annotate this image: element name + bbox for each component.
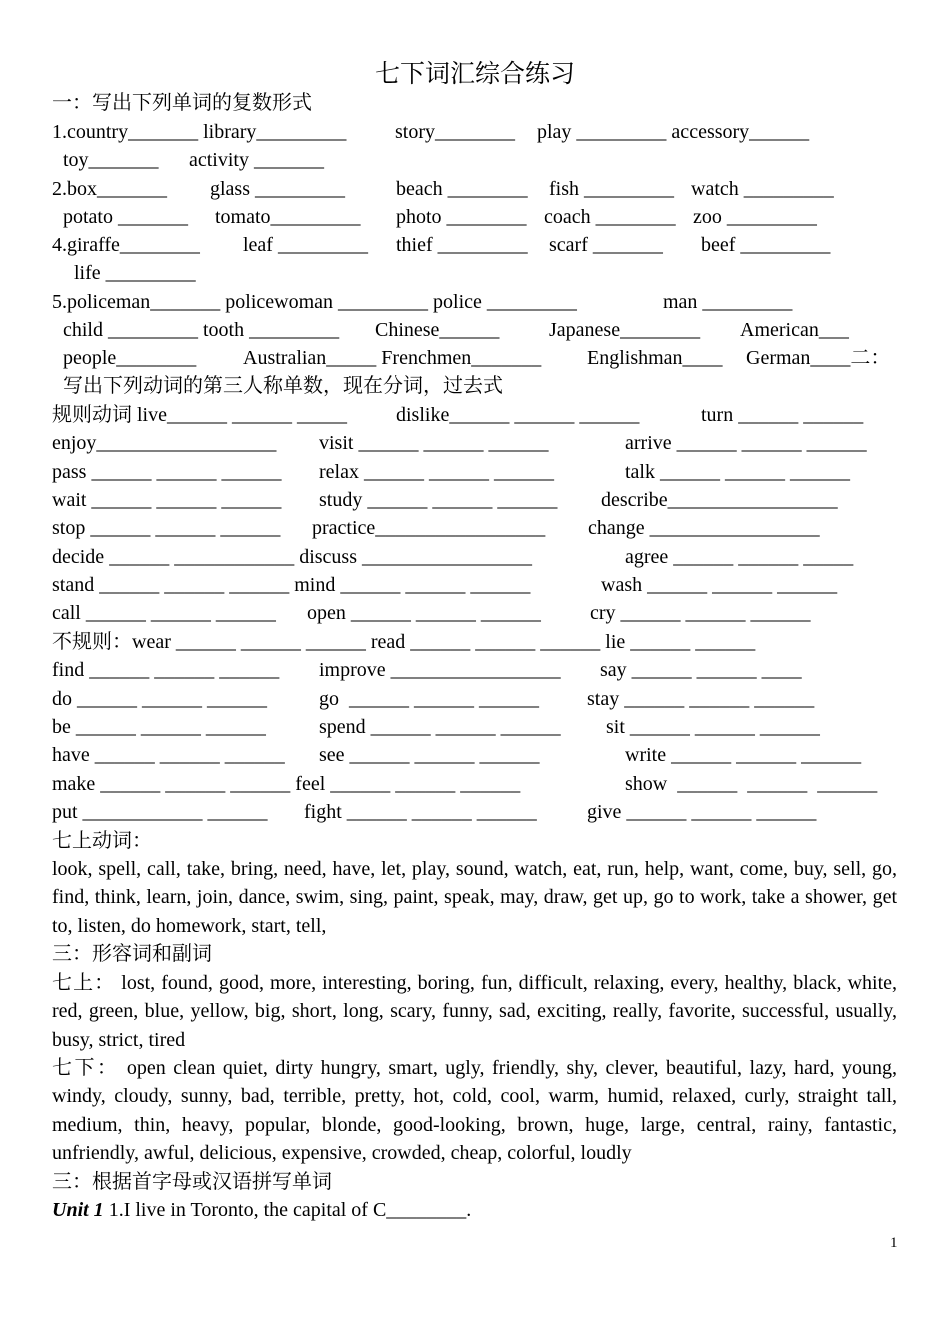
exercise-item: visit ______ ______ ______	[319, 432, 549, 454]
adjectives-7a-label: 七上：	[52, 972, 116, 994]
verbs7a-heading-line	[0, 827, 950, 855]
exercise-item: put ____________ ______	[52, 801, 268, 823]
page-title: 七下词汇综合练习	[374, 61, 575, 88]
unit1-question-line	[0, 1196, 950, 1224]
exercise-item: Japanese________	[549, 319, 701, 341]
exercise-item: potato _______	[63, 206, 188, 228]
exercise-item: 4.giraffe________	[52, 234, 200, 256]
exercise-item: have ______ ______ ______	[52, 744, 285, 766]
exercise-item: sit ______ ______ ______	[606, 716, 820, 738]
exercise-item: glass _________	[210, 178, 345, 200]
plural-line-4	[0, 203, 950, 231]
verb-line-15	[0, 798, 950, 826]
exercise-item: 2.box_______	[52, 178, 167, 200]
exercise-item: stop ______ ______ ______	[52, 517, 281, 539]
unit1-question	[52, 1196, 471, 1224]
exercise-item: decide ______ ____________ discuss _________________	[52, 546, 532, 568]
exercise-item: fish _________	[549, 178, 674, 200]
exercise-item: people________	[63, 347, 197, 369]
exercise-item: make ______ ______ ______ feel ______ ______ ______	[52, 773, 521, 795]
plural-line-2	[0, 146, 950, 174]
verbs7a-text: look, spell, call, take, bring, need, have, let, play, sound, watch, eat, run, help, want, come, buy, sell, go, find, think, learn, join, dance, swim, sing, paint, speak, may, draw, get up, go to work, take a shower, get to, listen, do homework, start, tell,	[52, 858, 897, 937]
exercise-item: man _________	[663, 291, 793, 313]
exercise-item: coach ________	[544, 206, 676, 228]
verb-line-9	[0, 628, 950, 656]
exercise-item: study ______ ______ ______	[319, 489, 558, 511]
section1-heading-line	[0, 89, 950, 117]
adjectives-7b-label: 七下：	[52, 1057, 120, 1079]
section3-heading: 三：形容词和副词	[52, 943, 212, 965]
exercise-item: give ______ ______ ______	[587, 801, 817, 823]
exercise-item: find ______ ______ ______	[52, 659, 280, 681]
exercise-item: improve _________________	[319, 659, 561, 681]
exercise-item: see ______ ______ ______	[319, 744, 540, 766]
exercise-item: Chinese______	[375, 319, 500, 341]
verb-line-4	[0, 486, 950, 514]
exercise-item: leaf _________	[243, 234, 368, 256]
exercise-item: 规则动词 live______ ______ _____	[52, 404, 347, 426]
plural-line-5	[0, 231, 950, 259]
exercise-item: call ______ ______ ______	[52, 602, 276, 624]
exercise-item: show ______ ______ ______	[625, 773, 878, 795]
exercise-item: turn ______ ______	[701, 404, 864, 426]
verbs7a-list	[52, 855, 897, 940]
exercise-item: scarf _______	[549, 234, 663, 256]
exercise-item: write ______ ______ ______	[625, 744, 862, 766]
exercise-item: thief _________	[396, 234, 528, 256]
exercise-item: go ______ ______ ______	[319, 688, 539, 710]
exercise-item: talk ______ ______ ______	[625, 461, 850, 483]
section3-heading-line	[0, 940, 950, 968]
exercise-item: 5.policeman_______ policewoman _________ police _________	[52, 291, 577, 313]
exercise-item: stand ______ ______ ______ mind ______ ______ ______	[52, 574, 531, 596]
question-text: 1.I live in Toronto, the capital of C________.	[103, 1199, 472, 1221]
exercise-item: photo ________	[396, 206, 527, 228]
exercise-item: dislike______ ______ ______	[396, 404, 640, 426]
exercise-item: Englishman____	[587, 347, 723, 369]
exercise-item: beach ________	[396, 178, 528, 200]
exercise-item: wait ______ ______ ______	[52, 489, 282, 511]
section4-heading-line	[0, 1168, 950, 1196]
exercise-item: do ______ ______ ______	[52, 688, 267, 710]
section2-heading-line	[0, 372, 950, 400]
exercise-item: pass ______ ______ ______	[52, 461, 282, 483]
section4-heading: 三：根据首字母或汉语拼写单词	[52, 1171, 332, 1193]
verb-line-12	[0, 713, 950, 741]
exercise-item: be ______ ______ ______	[52, 716, 266, 738]
adjectives-7a-text: lost, found, good, more, interesting, boring, fun, difficult, relaxing, every, healthy, black, white, red, green, blue, yellow, big, short, long, scary, funny, sad, exciting, really, favorite, successful, usually, busy, strict, tired	[52, 972, 898, 1051]
exercise-item: toy_______	[63, 149, 159, 171]
verbs7a-heading: 七上动词：	[52, 830, 152, 852]
verb-line-3	[0, 458, 950, 486]
exercise-item: play _________ accessory______	[537, 121, 810, 143]
adjectives-7b-text: open clean quiet, dirty hungry, smart, ugly, friendly, shy, clever, beautiful, lazy, hard, young, windy, cloudy, sunny, bad, terrible, pretty, hot, cold, cool, warm, humid, relaxed, curly, straight tall, medium, thin, heavy, popular, blonde, good-looking, brown, huge, large, central, rainy, fantastic, unfriendly, awful, delicious, expensive, crowded, cheap, colorful, loudly	[52, 1057, 897, 1165]
exercise-item: German____二：	[746, 347, 891, 369]
adjectives-7b	[52, 1054, 897, 1168]
exercise-item: Australian_____ Frenchmen_______	[243, 347, 542, 369]
exercise-item: practice_________________	[312, 517, 546, 539]
plural-line-1	[0, 118, 950, 146]
exercise-item: story________	[395, 121, 515, 143]
exercise-item: American___	[740, 319, 849, 341]
exercise-item: watch _________	[691, 178, 834, 200]
exercise-item: beef _________	[701, 234, 831, 256]
exercise-item: activity _______	[189, 149, 324, 171]
exercise-item: open ______ ______ ______	[307, 602, 541, 624]
plural-line-3	[0, 175, 950, 203]
exercise-item: tomato_________	[215, 206, 361, 228]
exercise-item: stay ______ ______ ______	[587, 688, 815, 710]
section1-heading: 一：写出下列单词的复数形式	[52, 92, 312, 114]
exercise-item: relax ______ ______ ______	[319, 461, 554, 483]
exercise-item: change _________________	[588, 517, 820, 539]
exercise-item: fight ______ ______ ______	[304, 801, 537, 823]
exercise-item: spend ______ ______ ______	[319, 716, 561, 738]
verb-line-7	[0, 571, 950, 599]
exercise-item: 不规则：wear ______ ______ ______ read ______ ______ ______ lie ______ ______	[52, 631, 756, 653]
exercise-item: zoo _________	[693, 206, 817, 228]
plural-line-6	[0, 259, 950, 287]
verb-line-11	[0, 685, 950, 713]
verb-line-1	[0, 401, 950, 429]
verb-line-2	[0, 429, 950, 457]
verb-line-10	[0, 656, 950, 684]
verb-line-8	[0, 599, 950, 627]
exercise-item: cry ______ ______ ______	[590, 602, 811, 624]
exercise-item: say ______ ______ ____	[600, 659, 802, 681]
section2-heading: 写出下列动词的第三人称单数，现在分词，过去式	[63, 375, 503, 397]
verb-line-13	[0, 741, 950, 769]
verb-line-6	[0, 543, 950, 571]
exercise-item: life _________	[74, 262, 196, 284]
exercise-item: wash ______ ______ ______	[601, 574, 838, 596]
exercise-item: 1.country_______ library_________	[52, 121, 347, 143]
verb-line-14	[0, 770, 950, 798]
plural-line-8	[0, 316, 950, 344]
verb-line-5	[0, 514, 950, 542]
unit-label: Unit 1	[52, 1199, 104, 1221]
plural-line-9	[0, 344, 950, 372]
exercise-item: child _________ tooth _________	[63, 319, 340, 341]
exercise-item: arrive ______ ______ ______	[625, 432, 867, 454]
exercise-item: describe_________________	[601, 489, 838, 511]
page-number: 1	[890, 1235, 898, 1251]
adjectives-7a	[52, 969, 897, 1054]
plural-line-7	[0, 288, 950, 316]
exercise-item: agree ______ ______ _____	[625, 546, 854, 568]
exercise-item: enjoy__________________	[52, 432, 277, 454]
